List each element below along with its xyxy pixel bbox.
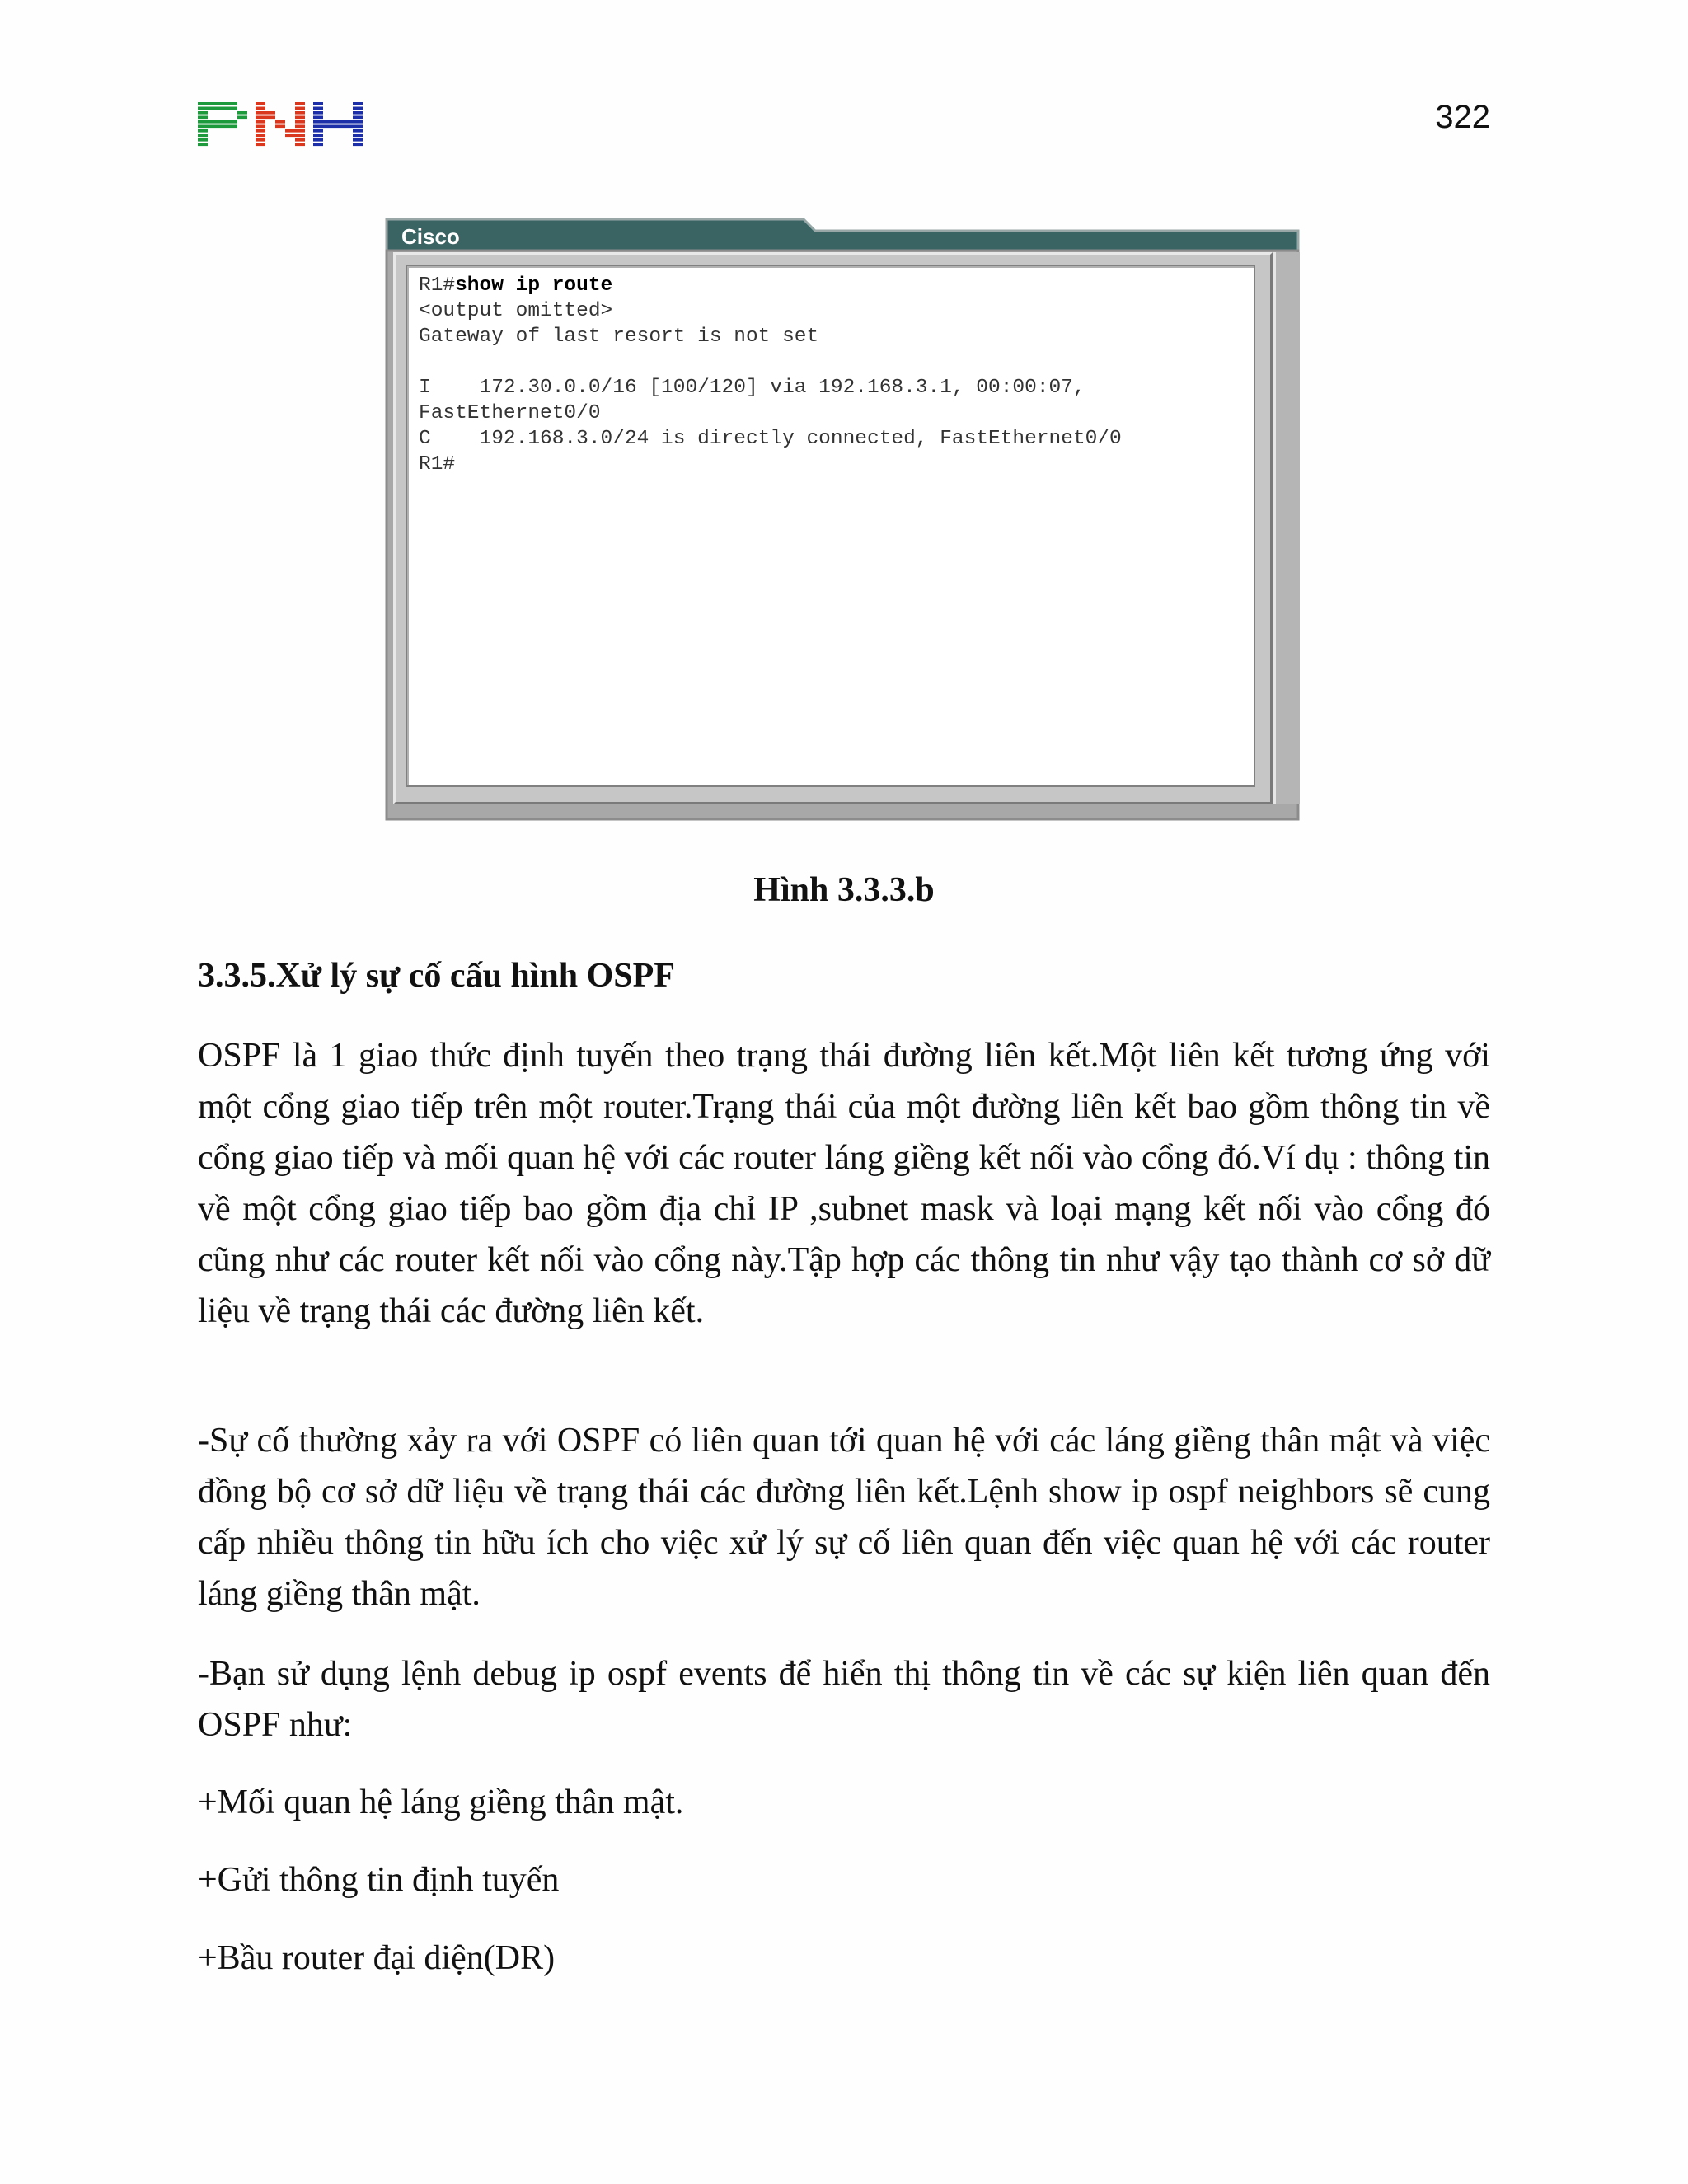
paragraph-ospf-intro: OSPF là 1 giao thức định tuyến theo trạng thái đường liên kết.Một liên kết tương ứng với một cổng giao tiếp trên một router.Trạng thái của một đường liên kết bao gồm thông tin về cổng giao tiếp và mối quan hệ với các router láng giềng kết nối vào cổng đó.Ví dụ : thông tin về một cổng giao tiếp bao gồm địa chỉ IP ,subnet mask và loại mạng kết nối vào cổng đó cũng như các router kết nối vào cổng này.Tập hợp các thông tin như vậy tạo thành cơ sở dữ liệu về trạng thái các đường liên kết. [198,1037,1490,1330]
terminal-command: show ip route [455,274,613,297]
list-item: +Bầu router đại diện(DR) [198,1939,556,1977]
pnh-logo [198,102,367,148]
terminal-line [419,375,1254,401]
terminal-line [419,452,1254,477]
list-item: +Gửi thông tin định tuyến [198,1861,560,1899]
terminal-prompt: R1# [419,274,456,297]
page-number: 322 [1435,99,1490,135]
terminal-frame [393,252,1273,804]
pnh-logo-graphic [198,102,367,148]
terminal-line [419,273,1254,298]
cisco-terminal-window [385,216,1300,821]
figure-caption: Hình 3.3.3.b [753,871,935,909]
terminal-line [419,324,1254,349]
terminal-side-bar [1273,252,1300,804]
terminal-line [419,298,1254,324]
terminal-output: FastEthernet0/0 [419,402,601,424]
list-item: +Mối quan hệ láng giềng thân mật. [198,1783,684,1821]
terminal-output: R1# [419,453,456,476]
terminal-output: <output omitted> [419,300,613,322]
terminal-line [419,401,1254,426]
cisco-window-title: Cisco [401,224,460,249]
section-heading: 3.3.5.Xử lý sự cố cấu hình OSPF [198,957,675,995]
paragraph-debug-events: -Bạn sử dụng lệnh debug ip ospf events để hiển thị thông tin về các sự kiện liên quan đến OSPF như: [198,1655,1490,1744]
terminal-screen [406,265,1255,787]
terminal-line [419,349,1254,375]
terminal-output: C 192.168.3.0/24 is directly connected, FastEthernet0/0 [419,428,1122,450]
terminal-output: I 172.30.0.0/16 [100/120] via 192.168.3.1, 00:00:07, [419,377,1085,399]
terminal-line [419,426,1254,452]
terminal-output: Gateway of last resort is not set [419,326,819,348]
paragraph-ospf-issues: -Sự cố thường xảy ra với OSPF có liên quan tới quan hệ với các láng giềng thân mật và việc đồng bộ cơ sở dữ liệu về trạng thái các đường liên kết.Lệnh show ip ospf neighbors sẽ cung cấp nhiều thông tin hữu ích cho việc xử lý sự cố liên quan đến việc quan hệ với các router láng giềng thân mật. [198,1422,1490,1613]
